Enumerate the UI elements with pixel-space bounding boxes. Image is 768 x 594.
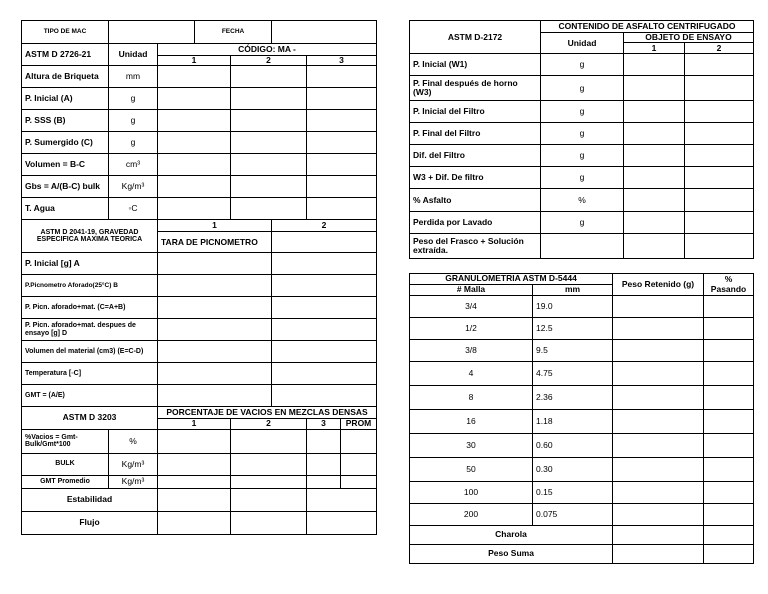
flujo-label: Flujo [22,511,158,534]
input-cell[interactable] [158,275,272,297]
input-cell[interactable] [704,545,754,564]
input-cell[interactable] [158,341,272,363]
input-cell[interactable] [231,88,307,110]
input-cell[interactable] [704,504,754,526]
input-cell[interactable] [231,132,307,154]
astm-2726-label: ASTM D 2726-21 [22,44,109,66]
input-cell[interactable] [685,212,754,234]
malla-header: # Malla [410,285,533,296]
input-cell[interactable] [624,76,685,101]
input-cell[interactable] [272,385,377,407]
contenido-title: CONTENIDO DE ASFALTO CENTRIFUGADO [541,21,754,33]
charola-label: Charola [410,526,613,545]
input-cell[interactable] [158,198,231,220]
row-label: Gbs = A/(B-C) bulk [22,176,109,198]
input-cell[interactable] [613,318,704,340]
input-cell[interactable] [613,434,704,458]
right-form-table [409,20,754,259]
row-label: Peso del Frasco + Solución extraída. [410,234,541,259]
row-label: P. Inicial (W1) [410,54,541,76]
malla-cell: 100 [410,482,533,504]
row-label: P.Picnometro Aforado(25°C) B [22,275,158,297]
vacios-title: PORCENTAJE DE VACIOS EN MEZCLAS DENSAS [158,407,377,419]
input-cell[interactable] [272,363,377,385]
row-unit: Kg/m³ [109,176,158,198]
row-unit: g [109,110,158,132]
mm-cell: 2.36 [533,386,613,410]
malla-cell: 16 [410,410,533,434]
input-cell[interactable] [158,132,231,154]
row-label: W3 + Dif. De filtro [410,167,541,189]
input-cell[interactable] [307,488,377,511]
input-cell[interactable] [613,386,704,410]
input-cell[interactable] [704,458,754,482]
mm-cell: 0.15 [533,482,613,504]
input-cell[interactable] [341,453,377,475]
input-cell[interactable] [624,123,685,145]
malla-cell: 200 [410,504,533,526]
row-label: GMT = (A/E) [22,385,158,407]
input-cell[interactable] [307,176,377,198]
input-cell[interactable] [307,453,341,475]
input-cell[interactable] [158,66,231,88]
row-label: P. Inicial del Filtro [410,101,541,123]
input-cell[interactable] [158,363,272,385]
row-unit: g [541,101,624,123]
mm-cell: 1.18 [533,410,613,434]
row-unit: mm [109,66,158,88]
row-label: P. Picn. aforado+mat. (C=A+B) [22,297,158,319]
input-cell[interactable] [158,154,231,176]
malla-cell: 4 [410,362,533,386]
input-cell[interactable] [704,296,754,318]
astm-3203-label: ASTM D 3203 [22,407,158,429]
input-cell[interactable] [685,167,754,189]
row-unit: Kg/m³ [109,475,158,488]
col-3-header: 3 [307,419,341,429]
row-label: T. Agua [22,198,109,220]
granulometria-title: GRANULOMETRIA ASTM D-5444 [410,274,613,285]
input-cell[interactable] [158,511,231,534]
row-unit: g [541,123,624,145]
input-cell[interactable] [613,482,704,504]
input-cell[interactable] [231,429,307,453]
input-cell[interactable] [272,341,377,363]
input-cell[interactable] [307,154,377,176]
row-label: Altura de Briqueta [22,66,109,88]
input-cell[interactable] [158,475,231,488]
input-cell[interactable] [307,429,341,453]
row-unit: g [541,212,624,234]
unidad-header: Unidad [109,44,158,66]
input-cell[interactable] [613,362,704,386]
row-label: Temperatura [◦C] [22,363,158,385]
row-unit [541,234,624,259]
input-cell[interactable] [685,123,754,145]
input-cell[interactable] [158,176,231,198]
input-cell[interactable] [613,410,704,434]
input-cell[interactable] [231,176,307,198]
input-cell[interactable] [624,234,685,259]
mm-cell: 9.5 [533,340,613,362]
col-3-header: 3 [307,56,377,66]
left-form-table [21,20,377,535]
estabilidad-label: Estabilidad [22,488,158,511]
input-cell[interactable] [231,511,307,534]
input-cell[interactable] [704,318,754,340]
input-cell[interactable] [158,110,231,132]
row-unit: g [541,167,624,189]
input-cell[interactable] [231,453,307,475]
row-label: P. Inicial [g] A [22,253,158,275]
col-1-header: 1 [624,43,685,54]
mm-cell: 4.75 [533,362,613,386]
prom-header: PROM [341,419,377,429]
input-cell[interactable] [307,88,377,110]
input-cell[interactable] [704,482,754,504]
input-cell[interactable] [272,275,377,297]
row-unit: cm³ [109,154,158,176]
codigo-header: CÓDIGO: MA - [158,44,377,56]
col-2-header: 2 [231,419,307,429]
row-label: %Vacios = Gmt-Bulk/Gmt*100 [22,429,109,453]
fecha-field[interactable] [272,21,377,44]
input-cell[interactable] [613,545,704,564]
input-cell[interactable] [272,232,377,253]
row-unit: Kg/m³ [109,453,158,475]
tipo-mac-field[interactable] [109,21,195,44]
input-cell[interactable] [704,340,754,362]
row-label: P. Picn. aforado+mat. despues de ensayo [g] D [22,319,158,341]
input-cell[interactable] [307,132,377,154]
input-cell[interactable] [613,296,704,318]
input-cell[interactable] [624,167,685,189]
input-cell[interactable] [685,145,754,167]
row-label: P. Final después de horno (W3) [410,76,541,101]
input-cell[interactable] [624,54,685,76]
row-label: Dif. del Filtro [410,145,541,167]
malla-cell: 8 [410,386,533,410]
input-cell[interactable] [624,189,685,212]
mm-cell: 19.0 [533,296,613,318]
row-label: Volumen = B-C [22,154,109,176]
input-cell[interactable] [704,386,754,410]
mm-cell: 0.075 [533,504,613,526]
row-unit: g [541,76,624,101]
input-cell[interactable] [704,526,754,545]
input-cell[interactable] [613,504,704,526]
col-2-header: 2 [685,43,754,54]
input-cell[interactable] [307,475,341,488]
input-cell[interactable] [158,88,231,110]
row-label: BULK [22,453,109,475]
row-label: % Asfalto [410,189,541,212]
row-label: P. Sumergido (C) [22,132,109,154]
astm-2172-label: ASTM D-2172 [410,21,541,54]
input-cell[interactable] [158,453,231,475]
input-cell[interactable] [272,253,377,275]
input-cell[interactable] [307,198,377,220]
row-label: P. SSS (B) [22,110,109,132]
malla-cell: 3/8 [410,340,533,362]
input-cell[interactable] [624,145,685,167]
input-cell[interactable] [704,434,754,458]
col-2-header: 2 [231,56,307,66]
unidad-header: Unidad [541,33,624,54]
malla-cell: 30 [410,434,533,458]
row-label: Volumen del material (cm3) (E=C-D) [22,341,158,363]
row-label: Perdida por Lavado [410,212,541,234]
malla-cell: 50 [410,458,533,482]
input-cell[interactable] [158,385,272,407]
mm-cell: 0.30 [533,458,613,482]
input-cell[interactable] [685,101,754,123]
pasando-header: % Pasando [704,274,754,296]
tara-label: TARA DE PICNOMETRO [158,232,272,253]
row-unit: g [541,145,624,167]
row-unit: % [109,429,158,453]
peso-suma-label: Peso Suma [410,545,613,564]
col-1-header: 1 [158,419,231,429]
input-cell[interactable] [624,212,685,234]
input-cell[interactable] [158,488,231,511]
input-cell[interactable] [272,297,377,319]
col-1-header: 1 [158,56,231,66]
granulometria-table [409,273,754,564]
input-cell[interactable] [231,66,307,88]
input-cell[interactable] [341,429,377,453]
mm-cell: 12.5 [533,318,613,340]
input-cell[interactable] [158,253,272,275]
input-cell[interactable] [341,475,377,488]
input-cell[interactable] [231,110,307,132]
row-unit: ◦C [109,198,158,220]
input-cell[interactable] [307,66,377,88]
input-cell[interactable] [158,429,231,453]
input-cell[interactable] [624,101,685,123]
malla-cell: 3/4 [410,296,533,318]
input-cell[interactable] [613,340,704,362]
input-cell[interactable] [685,54,754,76]
input-cell[interactable] [685,189,754,212]
row-label: GMT Promedio [22,475,109,488]
input-cell[interactable] [685,234,754,259]
input-cell[interactable] [158,297,272,319]
col-2-header: 2 [272,220,377,232]
input-cell[interactable] [231,198,307,220]
row-unit: g [109,132,158,154]
input-cell[interactable] [685,76,754,101]
col-1-header: 1 [158,220,272,232]
input-cell[interactable] [307,511,377,534]
astm-2041-label: ASTM D 2041-19, GRAVEDAD ESPECIFICA MAXIMA TEORICA [22,220,158,253]
objeto-header: OBJETO DE ENSAYO [624,33,754,43]
tipo-mac-label: TIPO DE MAC [22,21,109,44]
row-unit: g [541,54,624,76]
mm-header: mm [533,285,613,296]
input-cell[interactable] [158,319,272,341]
mm-cell: 0.60 [533,434,613,458]
malla-cell: 1/2 [410,318,533,340]
input-cell[interactable] [307,110,377,132]
fecha-label: FECHA [195,21,272,44]
row-unit: g [109,88,158,110]
input-cell[interactable] [704,362,754,386]
input-cell[interactable] [231,488,307,511]
input-cell[interactable] [231,154,307,176]
input-cell[interactable] [272,319,377,341]
row-label: P. Final del Filtro [410,123,541,145]
peso-retenido-header: Peso Retenido (g) [613,274,704,296]
row-unit: % [541,189,624,212]
row-label: P. Inicial (A) [22,88,109,110]
input-cell[interactable] [231,475,307,488]
input-cell[interactable] [613,526,704,545]
input-cell[interactable] [704,410,754,434]
input-cell[interactable] [613,458,704,482]
